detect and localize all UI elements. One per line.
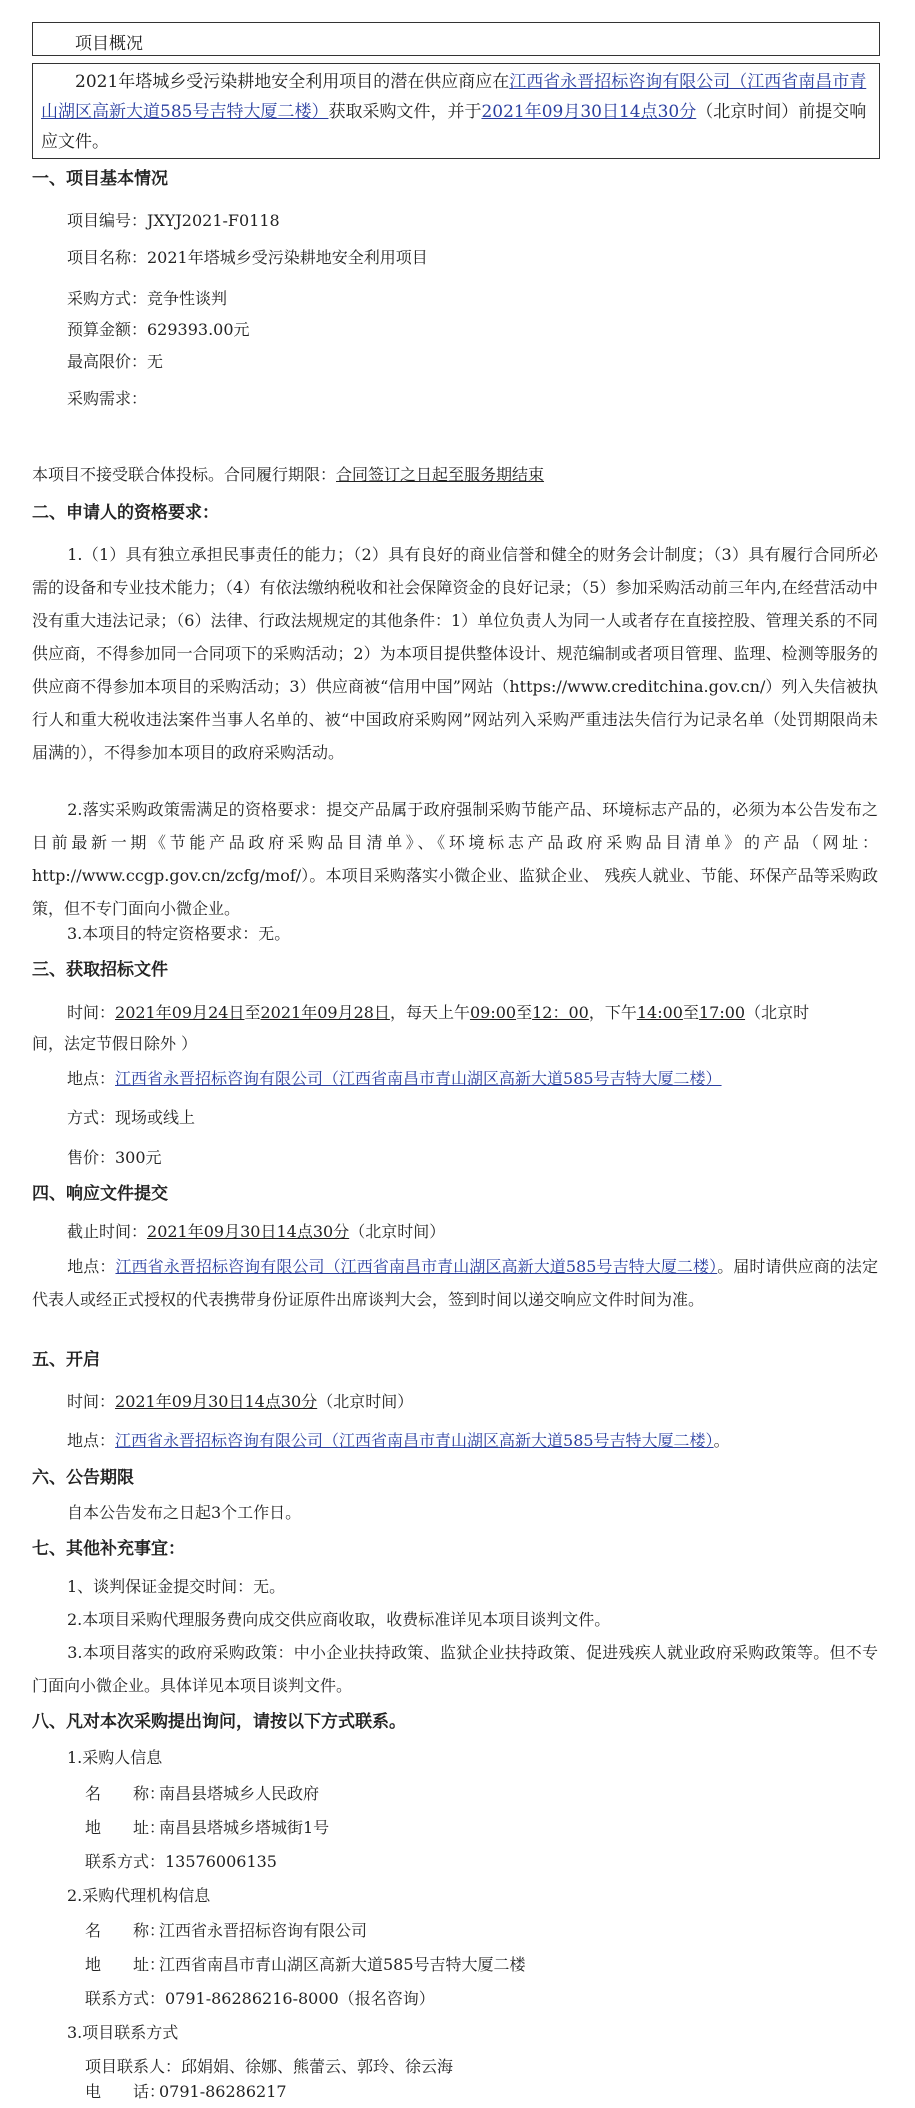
obtain-to: 至 bbox=[244, 1003, 261, 1022]
pm-text: ，下午 bbox=[588, 1003, 637, 1022]
overview-summary-box bbox=[32, 63, 880, 159]
agent-title: 2.采购代理机构信息 bbox=[67, 1886, 211, 1905]
section1-heading: 一、项目基本情况 bbox=[32, 169, 168, 189]
pm-to: 至 bbox=[682, 1003, 699, 1022]
obtain-time bbox=[67, 996, 880, 1029]
summary-mid: 获取采购文件，并于 bbox=[328, 102, 482, 122]
summary-suffix: （北京时间）前提交响应文件。 bbox=[41, 102, 867, 152]
section8-heading: 八、凡对本次采购提出询问，请按以下方式联系。 bbox=[32, 1712, 406, 1732]
buyer-phone: 联系方式：13576006135 bbox=[85, 1852, 277, 1871]
buyer-address-label: 地 址： bbox=[85, 1818, 166, 1837]
contact-phone-value: 0791-86286217 bbox=[159, 2082, 287, 2101]
notice-period: 自本公告发布之日起3个工作日。 bbox=[67, 1503, 302, 1522]
am-start: 09:00 bbox=[469, 1003, 517, 1022]
submit-place-value: 江西省永晋招标咨询有限公司（江西省南昌市青山湖区高新大道585号吉特大厦二楼） bbox=[115, 1257, 718, 1276]
submit-place bbox=[32, 1250, 878, 1316]
summary-prefix: 2021年塔城乡受污染耕地安全利用项目的潜在供应商应在 bbox=[75, 72, 510, 92]
buyer-name-value: 南昌县塔城乡人民政府 bbox=[159, 1784, 320, 1803]
other-item-1: 1、谈判保证金提交时间：无。 bbox=[67, 1577, 286, 1596]
open-place-tail: 。 bbox=[713, 1431, 730, 1450]
obtain-date-from: 2021年09月24日 bbox=[115, 1003, 245, 1022]
other-item-2: 2.本项目采购代理服务费向成交供应商收取，收费标准详见本项目谈判文件。 bbox=[67, 1610, 611, 1629]
buyer-name-label: 名 称： bbox=[85, 1784, 166, 1803]
submit-place-tail: 。届时请供应商的法定代表人或经正式授权的代表携带身份证原件出席谈判大会，签到时间以递交响应文件时间为准。 bbox=[32, 1257, 878, 1309]
buyer-address-value: 南昌县塔城乡塔城街1号 bbox=[159, 1818, 330, 1837]
budget-amount: 预算金额：629393.00元 bbox=[67, 320, 250, 339]
buyer-name bbox=[85, 1777, 880, 1810]
summary-time: 2021年09月30日14点30分 bbox=[481, 102, 697, 122]
obtain-time-tail: （北京时 bbox=[745, 1003, 810, 1022]
deadline-tz: （北京时间） bbox=[349, 1222, 446, 1241]
contact-phone-label: 电 话： bbox=[85, 2082, 166, 2101]
obtain-price: 售价：300元 bbox=[67, 1148, 162, 1167]
open-place bbox=[67, 1424, 880, 1457]
procurement-method: 采购方式：竞争性谈判 bbox=[67, 289, 228, 308]
overview-title-box bbox=[32, 22, 880, 56]
open-time bbox=[67, 1385, 880, 1418]
open-place-value: 江西省永晋招标咨询有限公司（江西省南昌市青山湖区高新大道585号吉特大厦二楼） bbox=[115, 1431, 714, 1450]
contact-people: 项目联系人：邱娟娟、徐娜、熊蕾云、郭玲、徐云海 bbox=[85, 2057, 454, 2076]
project-name: 项目名称：2021年塔城乡受污染耕地安全利用项目 bbox=[67, 248, 428, 267]
summary-place: 江西省永晋招标咨询有限公司（江西省南昌市青山湖区高新大道585号吉特大厦二楼） bbox=[41, 72, 867, 122]
obtain-place bbox=[67, 1062, 880, 1095]
am-to: 至 bbox=[516, 1003, 533, 1022]
section6-heading: 六、公告期限 bbox=[32, 1468, 134, 1488]
section5-heading: 五、开启 bbox=[32, 1350, 100, 1370]
other-item-3: 3.本项目落实的政府采购政策：中小企业扶持政策、监狱企业扶持政策、促进残疾人就业政府采购政策等。但不专门面向小微企业。具体详见本项目谈判文件。 bbox=[32, 1643, 878, 1695]
obtain-date-to: 2021年09月28日 bbox=[260, 1003, 390, 1022]
agent-address-label: 地 址： bbox=[85, 1955, 166, 1974]
obtain-time-tail-2: 间，法定节假日除外 ） bbox=[32, 1034, 198, 1053]
open-time-label: 时间： bbox=[67, 1392, 116, 1411]
obtain-place-label: 地点： bbox=[67, 1069, 116, 1088]
contact-title: 3.项目联系方式 bbox=[67, 2023, 179, 2042]
obtain-daily: ，每天上午 bbox=[389, 1003, 470, 1022]
contact-phone bbox=[85, 2075, 880, 2108]
pm-end: 17:00 bbox=[698, 1003, 746, 1022]
obtain-way: 方式：现场或线上 bbox=[67, 1108, 196, 1127]
max-price: 最高限价：无 bbox=[67, 352, 164, 371]
consortium-prefix: 本项目不接受联合体投标。合同履行期限： bbox=[32, 465, 337, 484]
qualification-p1: 1.（1）具有独立承担民事责任的能力；（2）具有良好的商业信誉和健全的财务会计制度；（3）具有履行合同所必需的设备和专业技术能力；（4）有依法缴纳税收和社会保障资金的良好记录；（5）参加采购活动前三年内,在经营活动中没有重大违法记录；（6）法律、行政法规规定的其他条件：1）单位负责人为同一人或者存在直接控股、管理关系的不同供应商，不得参加同一合同项下的采购活动；2）为本项目提供整体设计、规范编制或者项目管理、监理、检测等服务的供应商不得参加本项目的采购活动；3）供应商被“信用中国”网站（https://www.creditchina.gov.cn/）列入失信被执行人和重大税收违法案件当事人名单的、被“中国政府采购网”网站列入采购严重违法失信行为记录名单（处罚期限尚未届满的），不得参加本项目的政府采购活动。 bbox=[32, 545, 878, 762]
overview-title: 项目概况 bbox=[75, 34, 143, 54]
deadline-label: 截止时间： bbox=[67, 1222, 148, 1241]
agent-phone: 联系方式：0791-86286216-8000（报名咨询） bbox=[85, 1989, 435, 2008]
section7-heading: 七、其他补充事宜： bbox=[32, 1539, 185, 1559]
pm-start: 14:00 bbox=[636, 1003, 683, 1022]
obtain-place-value: 江西省永晋招标咨询有限公司（江西省南昌市青山湖区高新大道585号吉特大厦二楼） bbox=[115, 1069, 722, 1088]
submit-deadline bbox=[67, 1215, 880, 1248]
agent-name bbox=[85, 1914, 880, 1947]
agent-address bbox=[85, 1948, 880, 1981]
submit-place-label: 地点： bbox=[67, 1257, 116, 1276]
obtain-time-label: 时间： bbox=[67, 1003, 116, 1022]
agent-name-label: 名 称： bbox=[85, 1921, 166, 1940]
contract-period: 合同签订之日起至服务期结束 bbox=[336, 465, 545, 484]
deadline-value: 2021年09月30日14点30分 bbox=[147, 1222, 350, 1241]
section2-heading: 二、申请人的资格要求： bbox=[32, 503, 219, 523]
agent-name-value: 江西省永晋招标咨询有限公司 bbox=[159, 1921, 368, 1940]
section4-heading: 四、响应文件提交 bbox=[32, 1184, 168, 1204]
project-number: 项目编号：JXYJ2021-F0118 bbox=[67, 211, 280, 230]
agent-address-value: 江西省南昌市青山湖区高新大道585号吉特大厦二楼 bbox=[159, 1955, 526, 1974]
open-place-label: 地点： bbox=[67, 1431, 116, 1450]
am-end: 12：00 bbox=[532, 1003, 589, 1022]
qualification-p3: 3.本项目的特定资格要求：无。 bbox=[67, 924, 291, 943]
open-time-value: 2021年09月30日14点30分 bbox=[115, 1392, 318, 1411]
section3-heading: 三、获取招标文件 bbox=[32, 960, 168, 980]
consortium-note bbox=[32, 458, 880, 491]
buyer-address bbox=[85, 1811, 880, 1844]
qualification-p2: 2.落实采购政策需满足的资格要求：提交产品属于政府强制采购节能产品、环境标志产品的，必须为本公告发布之日前最新一期《节能产品政府采购品目清单》、《环境标志产品政府采购品目清单》的产品（网址：http://www.ccgp.gov.cn/zcfg/mof/）。本项目采购落实小微企业、监狱企业、 残疾人就业、节能、环保产品等采购政策，但不专门面向小微企业。 bbox=[32, 800, 878, 918]
open-time-tz: （北京时间） bbox=[317, 1392, 414, 1411]
overview-summary bbox=[33, 64, 879, 157]
buyer-title: 1.采购人信息 bbox=[67, 1748, 163, 1767]
procurement-demand: 采购需求： bbox=[67, 389, 148, 408]
